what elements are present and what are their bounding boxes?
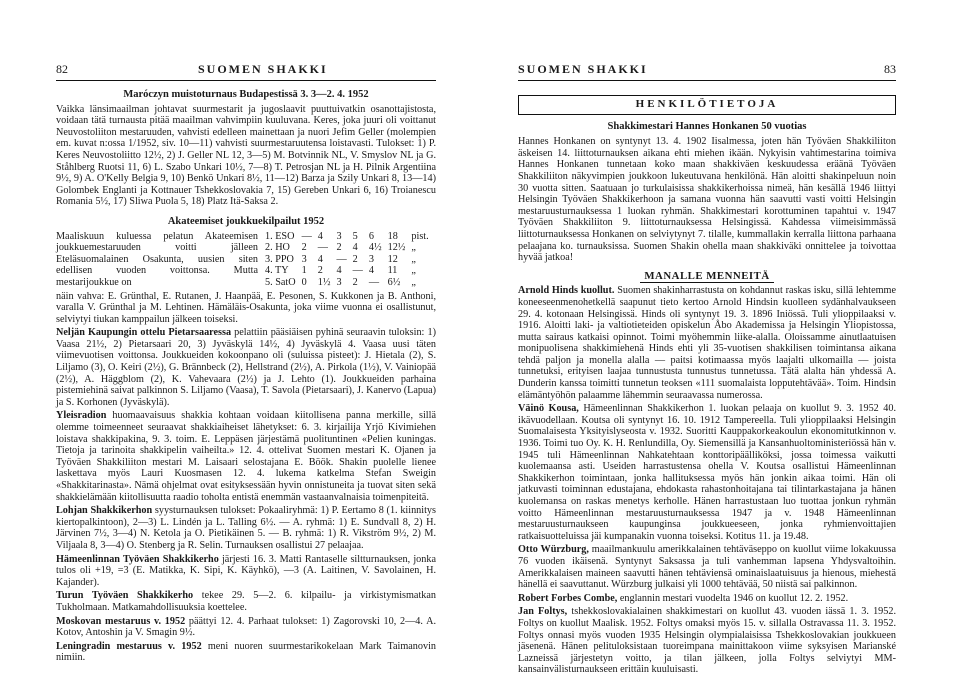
news-item xyxy=(56,590,436,613)
standings-cell: 6½ xyxy=(387,276,401,288)
page-number: 83 xyxy=(884,62,896,76)
standings-cell: 1. ESO xyxy=(265,230,295,242)
news-lead: Neljän Kaupungin ottelu Pietarsaaressa xyxy=(56,327,232,339)
obituary-body: Suomen shakinharrastusta on kohdannut raskas isku, sillä lehtemme koneeseenmenohetkellä saapunut tieto kertoo Arnold Hindsin kuolleen sydänhalvaukseen 29. 4. kotonaan Helsingissä. Hinds oli syntynyt 19. 3. 1896 Iniössä. Tuli ylioppilaaksi v. 1916. Aloitti laki- ja valtiotieteiden opiskelun Åbo Akademissa ja Helsingin Yliopistossa, mutta sairaus katkaisi opinnot. Toimi myöhemmin liike-alalla. Oloissamme ainutlaatuisen monipuolisena shakkimiehenä Hinds ehti yli 35-vuotisen shakkilisen toimintansa aikana tehdä paljon ja monella alalla — paitsi kotimaassa myös laajalti ulkomailla — joista tunnetuksi, erityisen laajaa tunnustusta tunnustus tunnetussa. Tätä alalta hän yhdessä A. Dunderin kanssa toimitti tunnetun teoksen «111 suomalaista lopputehtävää». Toim. Hindsin elämäntyöhön palaamme lähemmin seuraavassa numerossa. xyxy=(518,285,896,401)
standings-cell: 3 xyxy=(336,230,342,242)
standings-cell: 12 xyxy=(387,253,398,265)
obituary-lead: Väinö Kousa, xyxy=(518,403,579,415)
left-column xyxy=(56,89,436,664)
obituary-body: englannin mestari vuodelta 1946 on kuollut 12. 2. 1952. xyxy=(617,592,849,604)
running-header xyxy=(56,52,436,81)
news-lead: Moskovan mestaruus v. 1952 xyxy=(56,615,186,627)
article-title: Akateemiset joukkuekilpailut 1952 xyxy=(167,215,325,227)
standings-cell: 3 xyxy=(336,276,342,288)
obituary-body: Hämeenlinnan Shakkikerhon 1. luokan pelaaja on kuollut 9. 3. 1952 40. ikävuodellaan. Koutsa oli syntynyt 16. 10. 1912 Tampereella. Tuli ylioppilaaksi Helsingin Suomalaisesta Yksityislyseosta v. 1932. Suoritti Kauppakorkeakoulun ekonomitutkinnon v. 1936. Toimi tuo Oy. K. H. Renlundilla, Oy. Siemensillä ja Kansanhuoltoministeriössä hän v. 1945 tuli Hämeenlinnan Nahkatehtaan konttoripäälliköksi, jossa toimessa vaikutti kuolemaansa asti. Useiden harrastustensa ohella V. Koutsa osallistui Hämeenlinnan Shakkikerhon toimintaan, jonka hallituksessa myös hän jonkin aikaa toimi. Hän oli jatkuvasti toiminnan edustajana, ehdokasta rahastonhoitajana tai tilintarkastajana ja hänen kuolemansa on raskas menetys kerholle. Hänen harrastustaan luo tuottaa jonkun ryhmän voitto Hämeenlinnan mestaruusturnauksessa 1947 ja v. 1948 Hämeenlinnan mestaruusturnaukseen kaupunginsa joukkueeseen, jonka ryhmienvoittajien ratkaisuotteluissa jäi kumpanakin vuonna toiseksi. Kotitus 11. ja 19.48. xyxy=(518,403,896,542)
standings-cell: „ xyxy=(411,253,416,265)
obituary xyxy=(518,285,896,401)
standings-cell: 5. SatO xyxy=(265,276,296,288)
standings-cell: 4 xyxy=(336,265,342,277)
news-item xyxy=(56,616,436,639)
news-body: huomaavaisuus shakkia kohtaan voidaan kiitollisena panna merkille, sillä olemme toimeenneet seuraavat shakkiaiheiset lähetykset: 6. 3. kirjailija Yrjö Kivimiehen loistava shakkipakina, 9. 3. toim. E. Leppäsen järjestämä puolituntinen «Pelien kuningas. Tietoja ja tarinoita shakkipelin vaiheilta.» 12. 4. ottelivat Suomen mestari K. Ojanen ja Työväen Shakkiliiton mestari M. Laisaari selostajana E. Böök. Shakin puolelle lienee laskettava myös Lauri Kuosmasen 12. 4. lukema katkelma Stefan Sweigin «Shakkitarinasta». Nämä ohjelmat ovat esityksessään hyvin onnistuneita ja tuovat siten sekä shakkielämään kiitollisuutta raadio toholta entistä enemmän vastaanvalnaisia toimenpiteitä. xyxy=(56,410,436,503)
article-title: Shakkimestari Hannes Honkanen 50 vuotias xyxy=(607,120,807,132)
article-body: Hannes Honkanen on syntynyt 13. 4. 1902 Iisalmessa, joten hän Työväen Shakkiliiton äskeisen 14. liittoturnauksen aikana ehti miehen ikään. Nykyisin vahtimestarina toimiva Hannes Honkanen tunnetaan koko maan shakkiväen keskuudessa eräänä Työväen Shakkiliiton näkyvimpien joukkoon lukeutuvana henkilönä. Hän aloitti shakinpeluun noin 30 vuotta sitten. Saatuaan jo turkulaisissa shakkikerhoissa nimeä, hän kesällä 1946 liittyi Helsingin Työväen Shakkikerhoon ja samana vuonna hän saavutti vasti voitti Helsingin mestaruusturnauksessa 1 luokan ryhmän. Shakkimestari korottuminen tapahtui v. 1947 Työväen Shakkiliiton 9. liittoturnauksessa Helsingissä. Kahdessa viimeisimmässä liittoturnauksessa Honkanen on selviytynyt 7. tilalle, kummallakin kerralla liittona parhaana pelaajana ko. turnauksissa. Suomen Shakin ohella maan shakkiväki onnittelee ja toivottaa hyvää jatkoa! xyxy=(518,136,896,264)
article-body: Vaikka länsimaailman johtavat suurmestarit ja jugoslaavit puuttuivatkin osanottajistosta, voidaan tätä turnausta pitää maailman vahvimpiin kuuluvana. Keres, joka juuri oli voittanut Neuvostoliiton mestaruuden, vahvisti edelleen mainettaan ja nuori Jefim Geller (molempien em. kuvat n:ossa 1/1952, siv. 10—11) vahvisti suurmestaruutensa loistavasti. Tulokset: 1) P. Keres Neuvostoliitto 12½, 2) J. Geller NL 12, 3—5) M. Botvinnik NL, V. Smyslov NL ja G. Ståhlberg Ruotsi 11, 6) L. Szabo Unkari 10½, 7—8) T. Petrosjan NL ja H. Pilnik Argentiina 9½, 9) A. O'Kelly Belgia 9, 10) Benkö Unkari 8½, 11—12) Barza ja Szily Unkari 8, 13—14) Golombek Englanti ja Kottnauer Tshekkoslovakia 7, 15) Gereben Unkari 6, 16) Troianescu Romania 5½, 17) Sliwa Puola 5, 18) Platz Itä-Saksa 2. xyxy=(56,103,436,208)
obituary xyxy=(518,403,896,542)
standings-cell: 11 xyxy=(387,265,398,277)
standings-cell: — xyxy=(317,242,328,254)
journal-title: SUOMEN SHAKKI xyxy=(518,62,648,76)
obituary xyxy=(518,593,896,605)
news-lead: Turun Työväen Shakkikerho xyxy=(56,590,194,602)
news-item xyxy=(56,641,436,664)
standings-cell: „ xyxy=(411,265,416,277)
news-body: pelattiin pääsiäisen pyhinä seuraavin tuloksin: 1) Vaasa 21½, 2) Pietarsaari 20, 3) Jyväskylä 14½, 4) Jyväskylä 4. Vaasa uusi täten viimevuotisen voittonsa. Joukkueiden kokoonpano oli (suluissa pisteet): J. Hietala (2), S. Liljamo (3), O. Keiri (2½), G. Brännbeck (2), Hellstrand (2½), A. Pirkola (1½), V. Vainiopää (2½), A. Häggblom (2), K. Vahevaara (2½) ja J. Lehto (1). Joukkueiden parhaina pistemiehinä saivat palkinnon S. Liljamo (Vaasa), T. Savola (Pietarsaari), J. Kanervo (Lapua) ja S. Korhonen (Jyväskylä). xyxy=(56,327,436,408)
news-item xyxy=(56,327,436,408)
section-title-text: MANALLE MENNEITÄ xyxy=(640,270,773,283)
standings-cell: — xyxy=(336,253,347,265)
standings-cell: 12½ xyxy=(387,242,406,254)
obituary-lead: Jan Foltys, xyxy=(518,606,568,618)
obituary xyxy=(518,544,896,590)
standings-cell: 1½ xyxy=(317,276,331,288)
standings-row xyxy=(262,242,432,254)
article-title: Maróczyn muistoturnaus Budapestissä 3. 3—2. 4. 1952 xyxy=(123,89,369,100)
article-body: Maaliskuun kuluessa pelatun Akateemisen joukkuemestaruuden voitti jälleen Eteläsuomalainen Osakunta, uusien siten edellisen vuoden voittonsa. Mutta mestarijoukkue on xyxy=(56,230,258,288)
standings-cell: pist. xyxy=(411,230,429,242)
standings-cell: 6 xyxy=(368,230,374,242)
standings-cell: „ xyxy=(411,276,416,288)
standings-cell: 0 xyxy=(301,276,307,288)
standings-cell: 3 xyxy=(368,253,374,265)
standings-row xyxy=(262,231,432,243)
standings-row xyxy=(262,254,432,266)
standings-cell: 2 xyxy=(317,265,323,277)
journal-title: SUOMEN SHAKKI xyxy=(198,62,328,76)
news-lead: Lohjan Shakkikerhon xyxy=(56,505,153,517)
obituary-body: maailmankuulu amerikkalainen tehtäväseppo on kuollut viime lokakuussa 76 vuoden ikäisenä. Syntynyt Saksassa ja tuli vanhemman lapsena Yhdysvaltoihin. Amerikkalaisen maineen saavutti hänen tehtäviensä ominaislaatuisuus ja hienous, miehestä hänellä ei saavuttanut. Würzburg julkaisi yli 1000 tehtävää, 50 niistä sai palkinnon. xyxy=(518,544,896,591)
obituary-body: tshekkoslovakialainen shakkimestari on kuollut 43. vuoden iässä 1. 3. 1952. Foltys on kuollut Maalisk. 1952. Foltys omaksi myös 15. v. sillalla Ostravassa 11. 3. 1952. Foltys onnasi myös vuoden 1935 Helsingin olympialaisissa Tshekkoslovakian joukkueen jäsenenä. Hänen pelituloksistaan tuoreimpana mainittakoon viime syksyisen Marianské Lazneissä järjestetyn voitto, ja tilan jälkeen, jolla Foltys selviytyi MM-kansainvälisturnaukseen erittäin kuuluisasti. xyxy=(518,606,897,676)
standings-cell: 2. HO xyxy=(265,242,290,254)
standings-cell: 4 xyxy=(352,242,358,254)
standings-cell: 2 xyxy=(301,242,307,254)
standings-cell: 3. PPO xyxy=(265,253,294,265)
news-item xyxy=(56,554,436,589)
obituary-lead: Otto Würzburg, xyxy=(518,544,589,556)
news-lead: Hämeenlinnan Työväen Shakkikerho xyxy=(56,553,219,565)
standings-cell: 2 xyxy=(352,253,358,265)
standings-row xyxy=(262,265,432,277)
standings-cell: — xyxy=(301,230,312,242)
obituary-lead: Arnold Hinds kuollut. xyxy=(518,285,615,297)
standings-cell: 4 xyxy=(317,230,323,242)
news-body: järjesti 16. 3. Matti Rantaselle siltturnauksen, jonka tulos oli +19, =3 (E. Matikka, K. Sipi, K. Käyhkö), —3 (A. Laitinen, V. Savolainen, H. Kajander). xyxy=(56,553,436,588)
news-body: tekee 29. 5—2. 6. kilpailu- ja virkistymismatkan Tukholmaan. Matkamahdollisuuksia koettelee. xyxy=(56,590,436,613)
standings-block xyxy=(56,231,436,289)
standings-cell: 4. TY xyxy=(265,265,289,277)
news-body: päättyi 12. 4. Parhaat tulokset: 1) Zagorovski 10, 2—4. A. Kotov, Antoshin ja V. Smagin 9½. xyxy=(56,615,436,639)
standings-cell: 3 xyxy=(301,253,307,265)
standings-cell: 1 xyxy=(301,265,307,277)
standings-cell: — xyxy=(368,276,380,288)
section-title xyxy=(518,271,896,283)
standings-cell: 2 xyxy=(336,242,342,254)
standings-cell: „ xyxy=(411,242,416,254)
news-lead: Leningradin mestaruus v. 1952 xyxy=(56,640,202,652)
news-body: meni nuoren suurmestarikokelaan Mark Taimanovin nimiin. xyxy=(56,640,436,664)
standings-cell: 4½ xyxy=(368,242,382,254)
standings-table xyxy=(262,231,432,289)
section-box-title: HENKILÖTIETOJA xyxy=(518,95,896,115)
running-header xyxy=(518,52,896,81)
page-number: 82 xyxy=(56,62,68,76)
standings-row xyxy=(262,277,432,289)
standings-cell: 4 xyxy=(368,265,374,277)
right-column xyxy=(518,95,896,676)
news-lead: Yleisradion xyxy=(56,410,107,422)
standings-cell: — xyxy=(352,265,363,277)
standings-cell: 18 xyxy=(387,230,398,242)
right-page xyxy=(480,0,960,700)
news-body: syysturnauksen tulokset: Pokaaliryhmä: 1) P. Eertamo 8 (1. kiinnitys kiertopalkintoon), 2—3) L. Lindén ja L. Talling 6½. — A. ryhmä: 1) E. Sundvall 8, 2) H. Järvinen 7½, 3—4) N. Ketola ja O. Pietikäinen 5. — B. ryhmä: 1) R. Vikström 9½, 2) M. Viljaala 8, 3—4) O. Stenberg ja R. Selin. Turnauksen osallistui 27 pelaajaa. xyxy=(56,505,436,551)
news-item xyxy=(56,410,436,503)
standings-cell: 4 xyxy=(317,253,323,265)
obituary-lead: Robert Forbes Combe, xyxy=(518,592,618,604)
standings-cell: 2 xyxy=(352,276,358,288)
standings-cell: 5 xyxy=(352,230,358,242)
news-item xyxy=(56,505,436,551)
obituary xyxy=(518,606,896,676)
article-body: näin vahva: E. Grünthal, E. Rutanen, J. Haanpää, E. Pesonen, S. Kukkonen ja B. Anthoni, varalla V. Grünthal ja M. Lehtinen. Hämäläis-Osakunta, joka viime vuonna ei osallistunut, selviytyi tiukan kamppailun jälkeen toiseksi. xyxy=(56,290,436,325)
